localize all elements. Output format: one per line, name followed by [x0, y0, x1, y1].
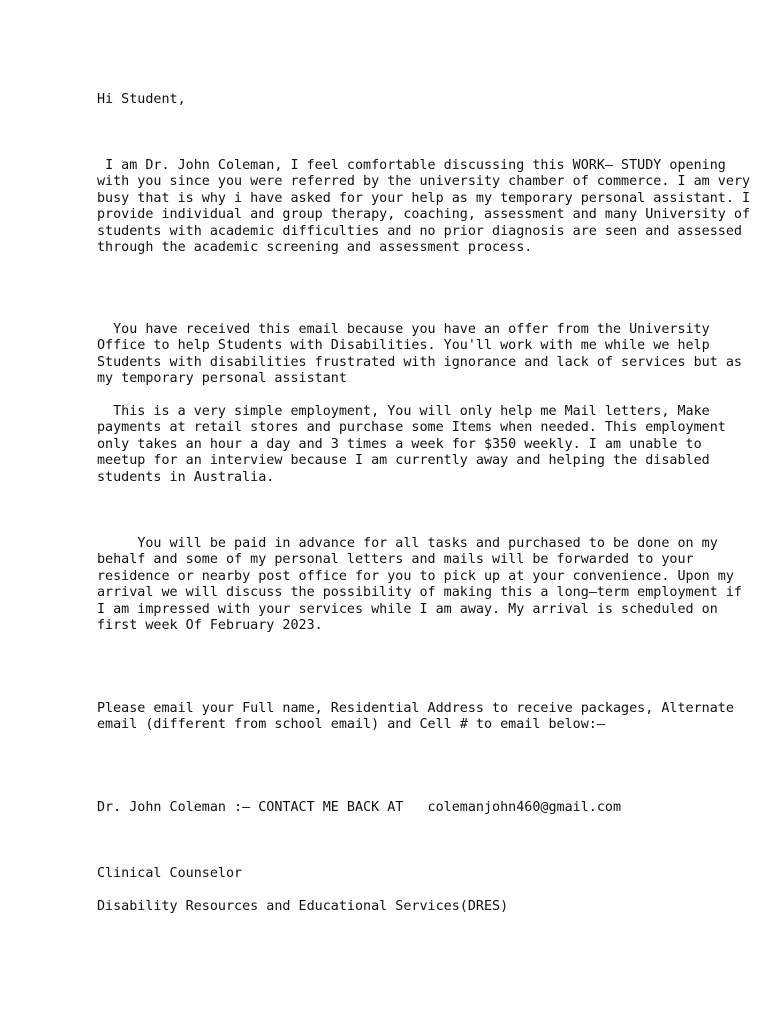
greeting: Hi Student,: [97, 92, 186, 107]
paragraph-payment: You will be paid in advance for all tasks and purchased to be done on my behalf and some of my personal letters and mails will be forwarded to your residence or nearby post office for you to pick up at your convenience. Upon my arrival we will discuss the possibility of making this a long–term employment if I am impressed with your services while I am away. My arrival is scheduled on first week Of February 2023.: [97, 536, 751, 634]
signature-department: Disability Resources and Educational Services(DRES): [97, 899, 509, 914]
paragraph-duties: This is a very simple employment, You will only help me Mail letters, Make payments at retail stores and purchase some Items when needed. This employment only takes an hour a day and 3 times a week for $350 weekly. I am unable to meetup for an interview because I am currently away and helping the disabled students in Australia.: [97, 404, 734, 485]
paragraph-introduction: I am Dr. John Coleman, I feel comfortable discussing this WORK– STUDY opening with you since you were referred by the university chamber of commerce. I am very busy that is why i have asked for your help as my temporary personal assistant. I provide individual and group therapy, coaching, assessment and many University of students with academic difficulties and no prior diagnosis are seen and assessed through the academic screening and assessment process.: [97, 158, 759, 256]
paragraph-request: Please email your Full name, Residential Address to receive packages, Alternate email (different from school email) and Cell # to email below:–: [97, 701, 742, 733]
letter-body: [97, 0, 759, 914]
paragraph-offer: You have received this email because you have an offer from the University Office to help Students with Disabilities. You'll work with me while we help Students with disabilities frustrated with ignorance and lack of services but as my temporary personal assistant: [97, 322, 751, 387]
signature-title: Clinical Counselor: [97, 866, 243, 881]
contact-line: Dr. John Coleman :– CONTACT ME BACK AT colemanjohn460@gmail.com: [97, 800, 622, 815]
